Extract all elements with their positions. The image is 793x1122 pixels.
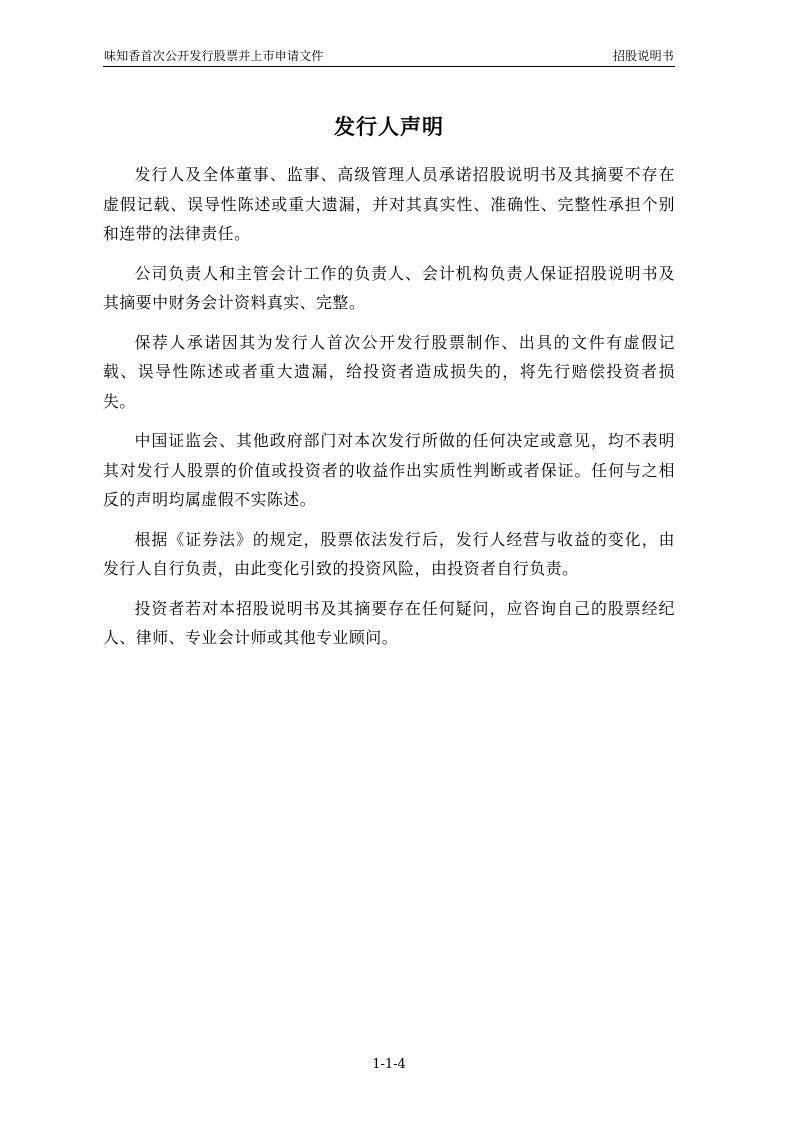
paragraph-4: 中国证监会、其他政府部门对本次发行所做的任何决定或意见，均不表明其对发行人股票的价值或投资者的收益作出实质性判断或者保证。任何与之相反的声明均属虚假不实陈述。 (103, 431, 675, 509)
declaration-body (103, 160, 675, 663)
document-name: 味知香首次公开发行股票并上市申请文件 (104, 49, 324, 63)
paragraph-6: 投资者若对本招股说明书及其摘要存在任何疑问，应咨询自己的股票经纪人、律师、专业会计师或其他专业顾问。 (103, 598, 675, 647)
page-title: 发行人声明 (334, 115, 444, 139)
page-header (103, 46, 675, 67)
paragraph-3: 保荐人承诺因其为发行人首次公开发行股票制作、出具的文件有虚假记载、误导性陈述或者重大遗漏，给投资者造成损失的，将先行赔偿投资者损失。 (103, 332, 675, 411)
page-number: 1-1-4 (372, 1057, 406, 1072)
document-type: 招股说明书 (612, 49, 674, 63)
paragraph-5: 根据《证券法》的规定，股票依法发行后，发行人经营与收益的变化，由发行人自行负责，由此变化引致的投资风险，由投资者自行负责。 (103, 529, 675, 578)
paragraph-1: 发行人及全体董事、监事、高级管理人员承诺招股说明书及其摘要不存在虚假记载、误导性陈述或重大遗漏，并对其真实性、准确性、完整性承担个别和连带的法律责任。 (103, 165, 675, 243)
paragraph-2: 公司负责人和主管会计工作的负责人、会计机构负责人保证招股说明书及其摘要中财务会计资料真实、完整。 (103, 263, 675, 312)
